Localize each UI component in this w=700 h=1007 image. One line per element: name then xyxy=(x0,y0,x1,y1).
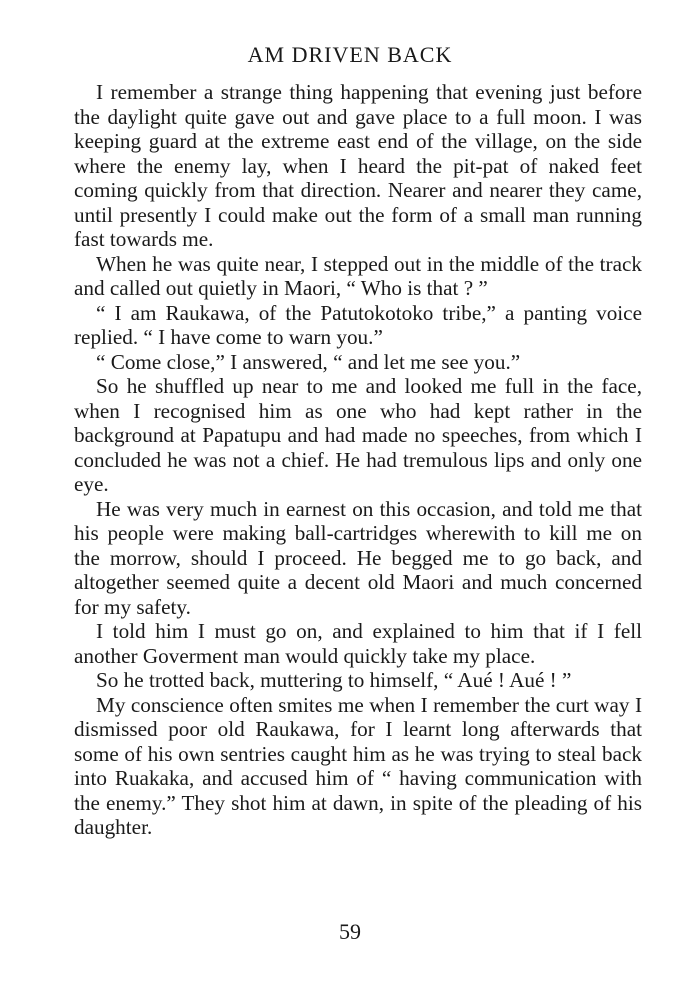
paragraph: “ Come close,” I answered, “ and let me see you.” xyxy=(96,349,521,374)
paragraph: So he trotted back, muttering to himself, “ Aué ! Aué ! ” xyxy=(96,668,572,692)
running-head: AM DRIVEN BACK xyxy=(247,42,453,67)
body-text xyxy=(74,80,642,840)
paragraph: When he was quite near, I stepped out in the middle of the track and called out quietly in Maori, “ Who is that ? ” xyxy=(74,251,642,300)
page-number: 59 xyxy=(339,919,361,944)
paragraph: He was very much in earnest on this occasion, and told me that his people were making ball-cartridges wherewith to kill me on the morrow, should I proceed. He begged me to go back, and altogether seemed quite a decent old Maori and much concerned for my safety. xyxy=(74,496,642,619)
paragraph: “ I am Raukawa, of the Patutokotoko tribe,” a panting voice replied. “ I have come to warn you.” xyxy=(74,300,642,349)
paragraph: I told him I must go on, and explained to him that if I fell another Goverment man would quickly take my place. xyxy=(74,619,642,668)
paragraph: I remember a strange thing happening that evening just before the daylight quite gave out and gave place to a full moon. I was keeping guard at the extreme east end of the village, on the side where the enemy lay, when I heard the pit-pat of naked feet coming quickly from that direction. Nearer and nearer they came, until presently I could make out the form of a small man running fast towards me. xyxy=(74,80,642,251)
paragraph: So he shuffled up near to me and looked me full in the face, when I recognised him as one who had kept rather in the background at Papatupu and had made no speeches, from which I concluded he was not a chief. He had tremulous lips and only one eye. xyxy=(74,374,642,496)
paragraph: My conscience often smites me when I remember the curt way I dismissed poor old Raukawa, for I learnt long afterwards that some of his own sentries caught him as he was trying to steal back into Ruakaka, and accused him of “ having communication with the enemy.” They shot him at dawn, in spite of the pleading of his daughter. xyxy=(74,692,642,839)
